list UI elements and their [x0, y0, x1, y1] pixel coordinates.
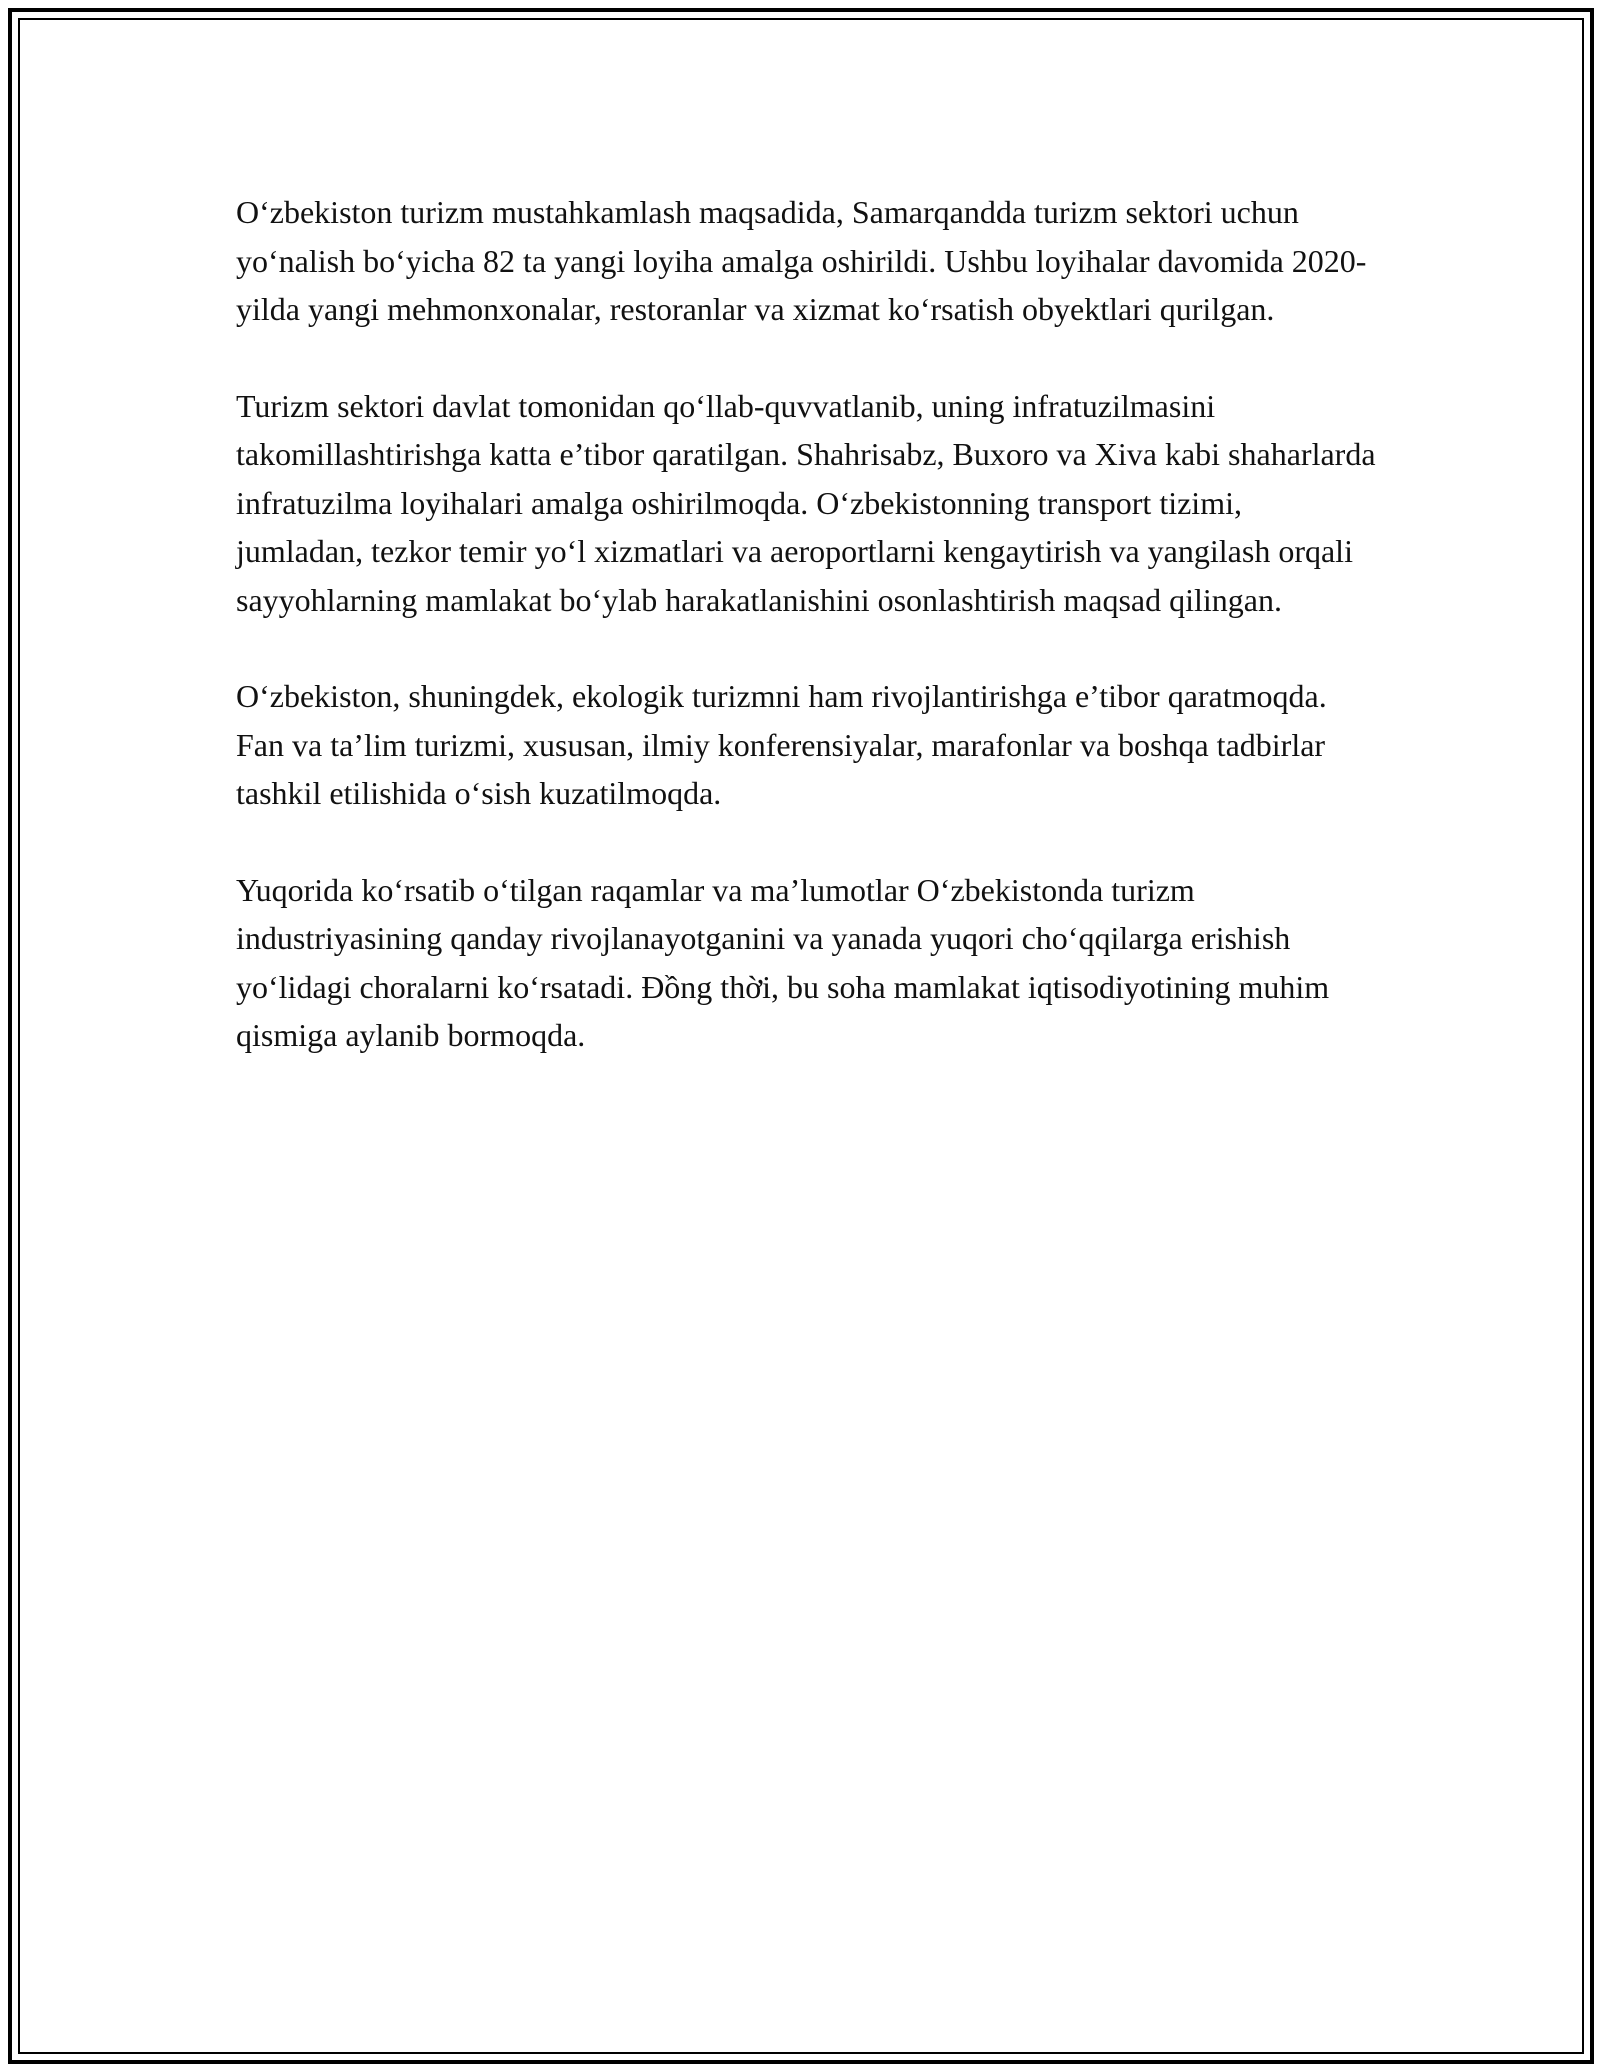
paragraph-2: Turizm sektori davlat tomonidan qo‘llab-quvvatlanib, uning infratuzilmasini takomillashtirishga katta e’tibor qaratilgan. Shahrisabz, Buxoro va Xiva kabi shaharlarda infratuzilma loyihalari amalga oshirilmoqda. O‘zbekistonning transport tizimi, jumladan, tezkor temir yo‘l xizmatlari va aeroportlarni kengaytirish va yangilash orqali sayyohlarning mamlakat bo‘ylab harakatlanishini osonlashtirish maqsad qilingan.: [236, 387, 1376, 618]
paragraph-4: Yuqorida ko‘rsatib o‘tilgan raqamlar va ma’lumotlar O‘zbekistonda turizm industriyasining qanday rivojlanayotganini va yanada yuqori cho‘qqilarga erishish yo‘lidagi choralarni ko‘rsatadi. Đồng thời, bu soha mamlakat iqtisodiyotining muhim qismiga aylanib bormoqda.: [236, 871, 1330, 1053]
paragraph-3: O‘zbekiston, shuningdek, ekologik turizmni ham rivojlantirishga e’tibor qaratmoqda. Fan va ta’lim turizmi, xususan, ilmiy konferensiyalar, marafonlar va boshqa tadbirlar tashkil etilishida o‘sish kuzatilmoqda.: [236, 678, 1327, 811]
paragraph-1: O‘zbekiston turizm mustahkamlash maqsadida, Samarqandda turizm sektori uchun yo‘nalish bo‘yicha 82 ta yangi loyiha amalga oshirildi. Ushbu loyihalar davomida 2020-yilda yangi mehmonxonalar, restoranlar va xizmat ko‘rsatish obyektlari qurilgan.: [236, 194, 1367, 327]
document-body: [236, 188, 1376, 1108]
